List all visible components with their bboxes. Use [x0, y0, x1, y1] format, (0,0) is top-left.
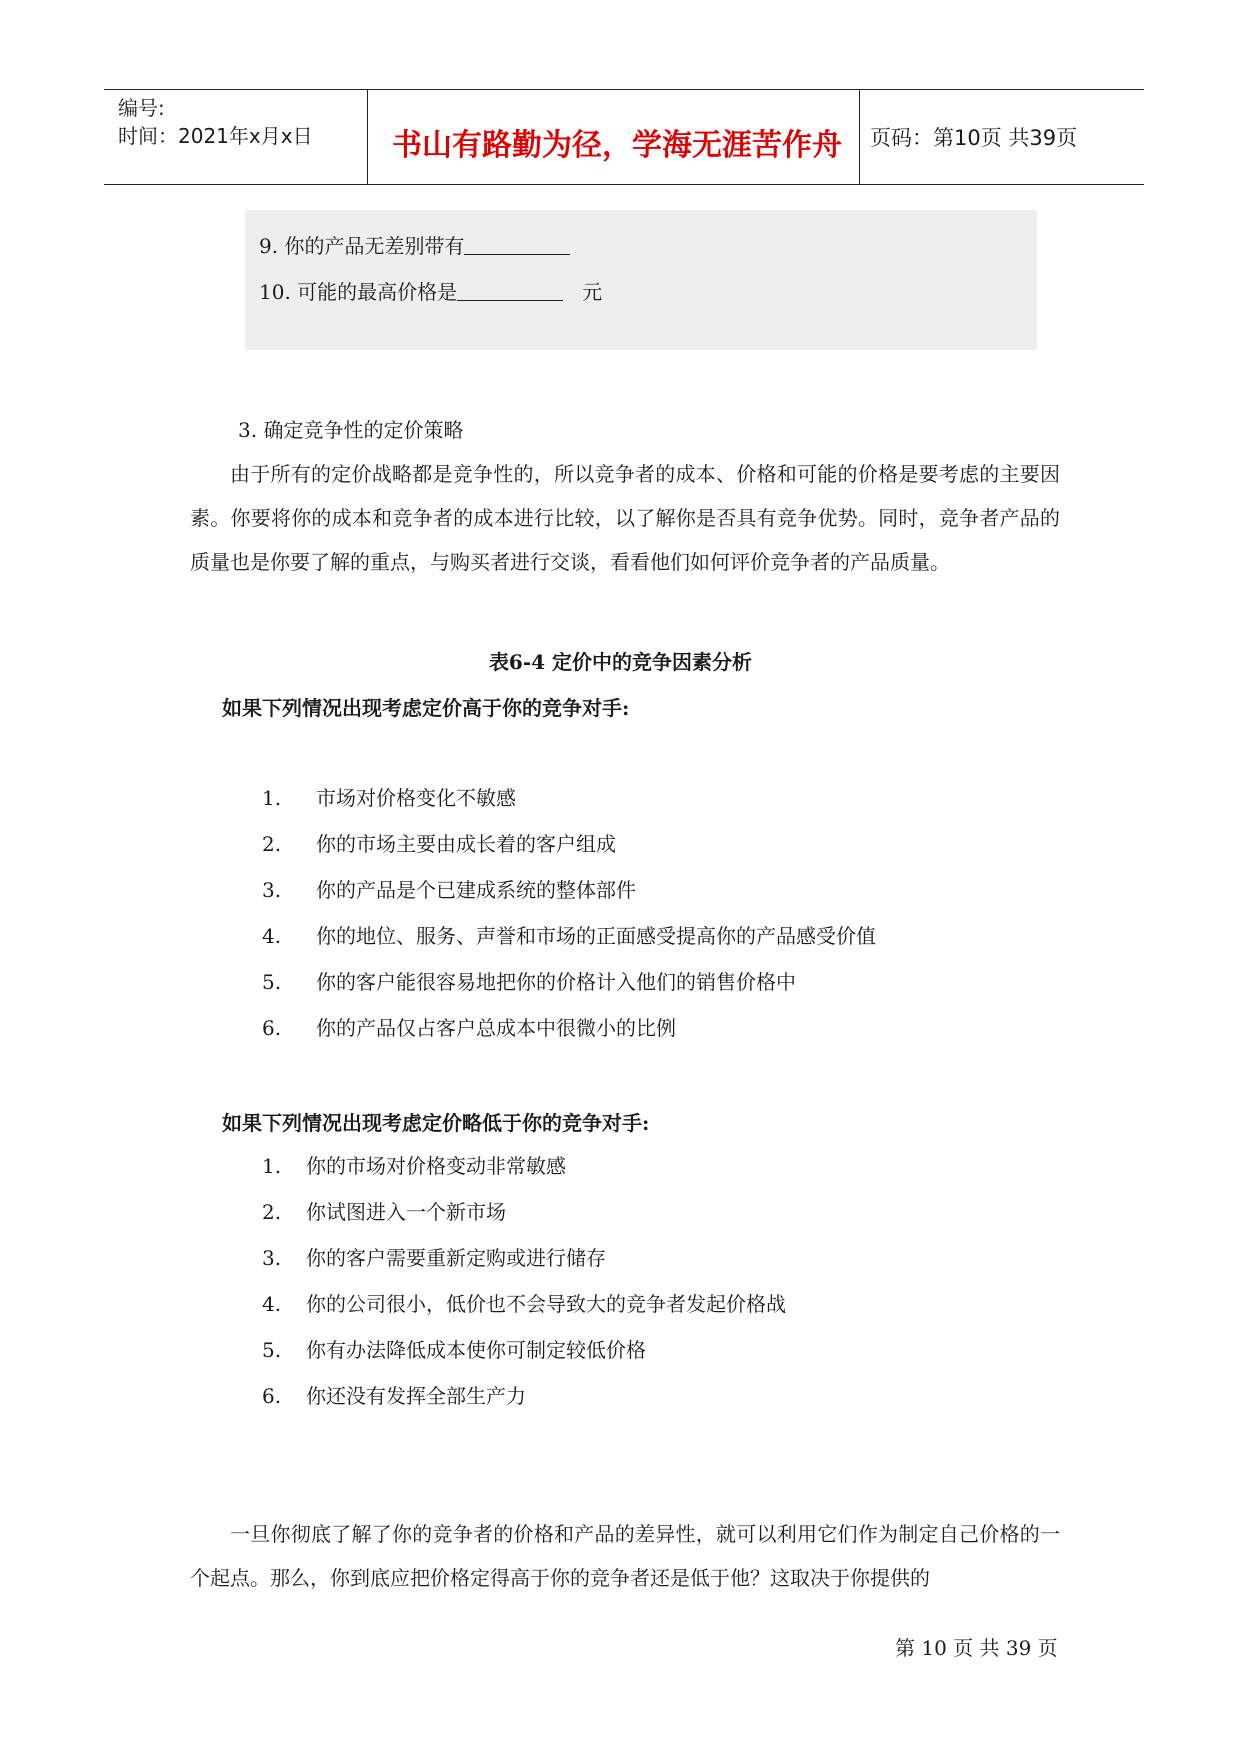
- list-item-text: 你的客户能很容易地把你的价格计入他们的销售价格中: [316, 970, 796, 994]
- list-item-number: 4.: [262, 924, 282, 948]
- list-item-number: 6.: [262, 1016, 282, 1040]
- list-item-number: 1.: [262, 1154, 282, 1178]
- list-item: [262, 966, 796, 995]
- list-item: [262, 920, 876, 949]
- list-item-number: 6.: [262, 1384, 282, 1408]
- header-left: [118, 94, 313, 150]
- closing-paragraph: 一旦你彻底了解了你的竞争者的价格和产品的差异性，就可以利用它们作为制定自己价格的一个起点。那么，你到底应把价格定得高于你的竞争者还是低于他？这取决于你提供的: [190, 1522, 1060, 1590]
- fill-blank: [457, 282, 563, 301]
- list-item: [262, 1242, 606, 1271]
- list-item-number: 3.: [262, 878, 282, 902]
- list-item: [262, 1380, 526, 1409]
- section-heading: 3. 确定竞争性的定价策略: [238, 418, 464, 442]
- list-item-number: 2.: [262, 1200, 282, 1224]
- list-item-number: 5.: [262, 1338, 282, 1362]
- list-item: [262, 1150, 566, 1179]
- higher-heading: 如果下列情况出现考虑定价高于你的竞争对手:: [222, 696, 630, 720]
- list-item-text: 你的地位、服务、声誉和市场的正面感受提高你的产品感受价值: [316, 924, 876, 948]
- list-item: [262, 1196, 506, 1225]
- serial-label: 编号:: [118, 96, 165, 120]
- box-item-9: [259, 230, 570, 259]
- list-item: [262, 1288, 786, 1317]
- box-item-10: [259, 276, 602, 305]
- list-item-text: 你的市场主要由成长着的客户组成: [316, 832, 616, 856]
- list-item: [262, 1334, 646, 1363]
- header-divider: [367, 90, 368, 184]
- list-item-number: 4.: [262, 1292, 282, 1316]
- list-item-text: 你有办法降低成本使你可制定较低价格: [306, 1338, 646, 1362]
- section-paragraph: 由于所有的定价战略都是竞争性的，所以竞争者的成本、价格和可能的价格是要考虑的主要因素。你要将你的成本和竞争者的成本进行比较，以了解你是否具有竞争优势。同时，竞争者产品的质量也是你要了解的重点，与购买者进行交谈，看看他们如何评价竞争者的产品质量。: [190, 462, 1060, 574]
- list-item-text: 你的市场对价格变动非常敏感: [306, 1154, 566, 1178]
- time-label: 时间：2021年x月x日: [118, 124, 313, 148]
- box-item-10-unit: 元: [582, 280, 603, 304]
- list-item-text: 你还没有发挥全部生产力: [306, 1384, 526, 1408]
- box-item-9-text: 9. 你的产品无差别带有: [259, 234, 465, 258]
- list-item: [262, 1012, 676, 1041]
- worksheet-box: [245, 210, 1037, 350]
- list-item-text: 你试图进入一个新市场: [306, 1200, 506, 1224]
- list-item: [262, 874, 636, 903]
- page-header: [104, 89, 1144, 185]
- list-item-text: 你的产品是个已建成系统的整体部件: [316, 878, 636, 902]
- fill-blank: [464, 236, 570, 255]
- list-item-text: 你的客户需要重新定购或进行储存: [306, 1246, 606, 1270]
- list-item-number: 1.: [262, 786, 282, 810]
- list-item-number: 5.: [262, 970, 282, 994]
- list-item-text: 市场对价格变化不敏感: [316, 786, 516, 810]
- header-motto: 书山有路勤为径，学海无涯苦作舟: [392, 128, 842, 163]
- list-item-text: 你的公司很小，低价也不会导致大的竞争者发起价格战: [306, 1292, 786, 1316]
- list-item: [262, 828, 616, 857]
- page-footer: 第 10 页 共 39 页: [895, 1636, 1058, 1660]
- list-item-number: 2.: [262, 832, 282, 856]
- header-page-label: 页码：第10页 共39页: [870, 126, 1078, 150]
- list-item-text: 你的产品仅占客户总成本中很微小的比例: [316, 1016, 676, 1040]
- list-item-number: 3.: [262, 1246, 282, 1270]
- lower-heading: 如果下列情况出现考虑定价略低于你的竞争对手:: [222, 1111, 650, 1135]
- box-item-10-text: 10. 可能的最高价格是: [259, 280, 458, 304]
- table-title: 表6-4 定价中的竞争因素分析: [488, 650, 753, 674]
- list-item: [262, 782, 516, 811]
